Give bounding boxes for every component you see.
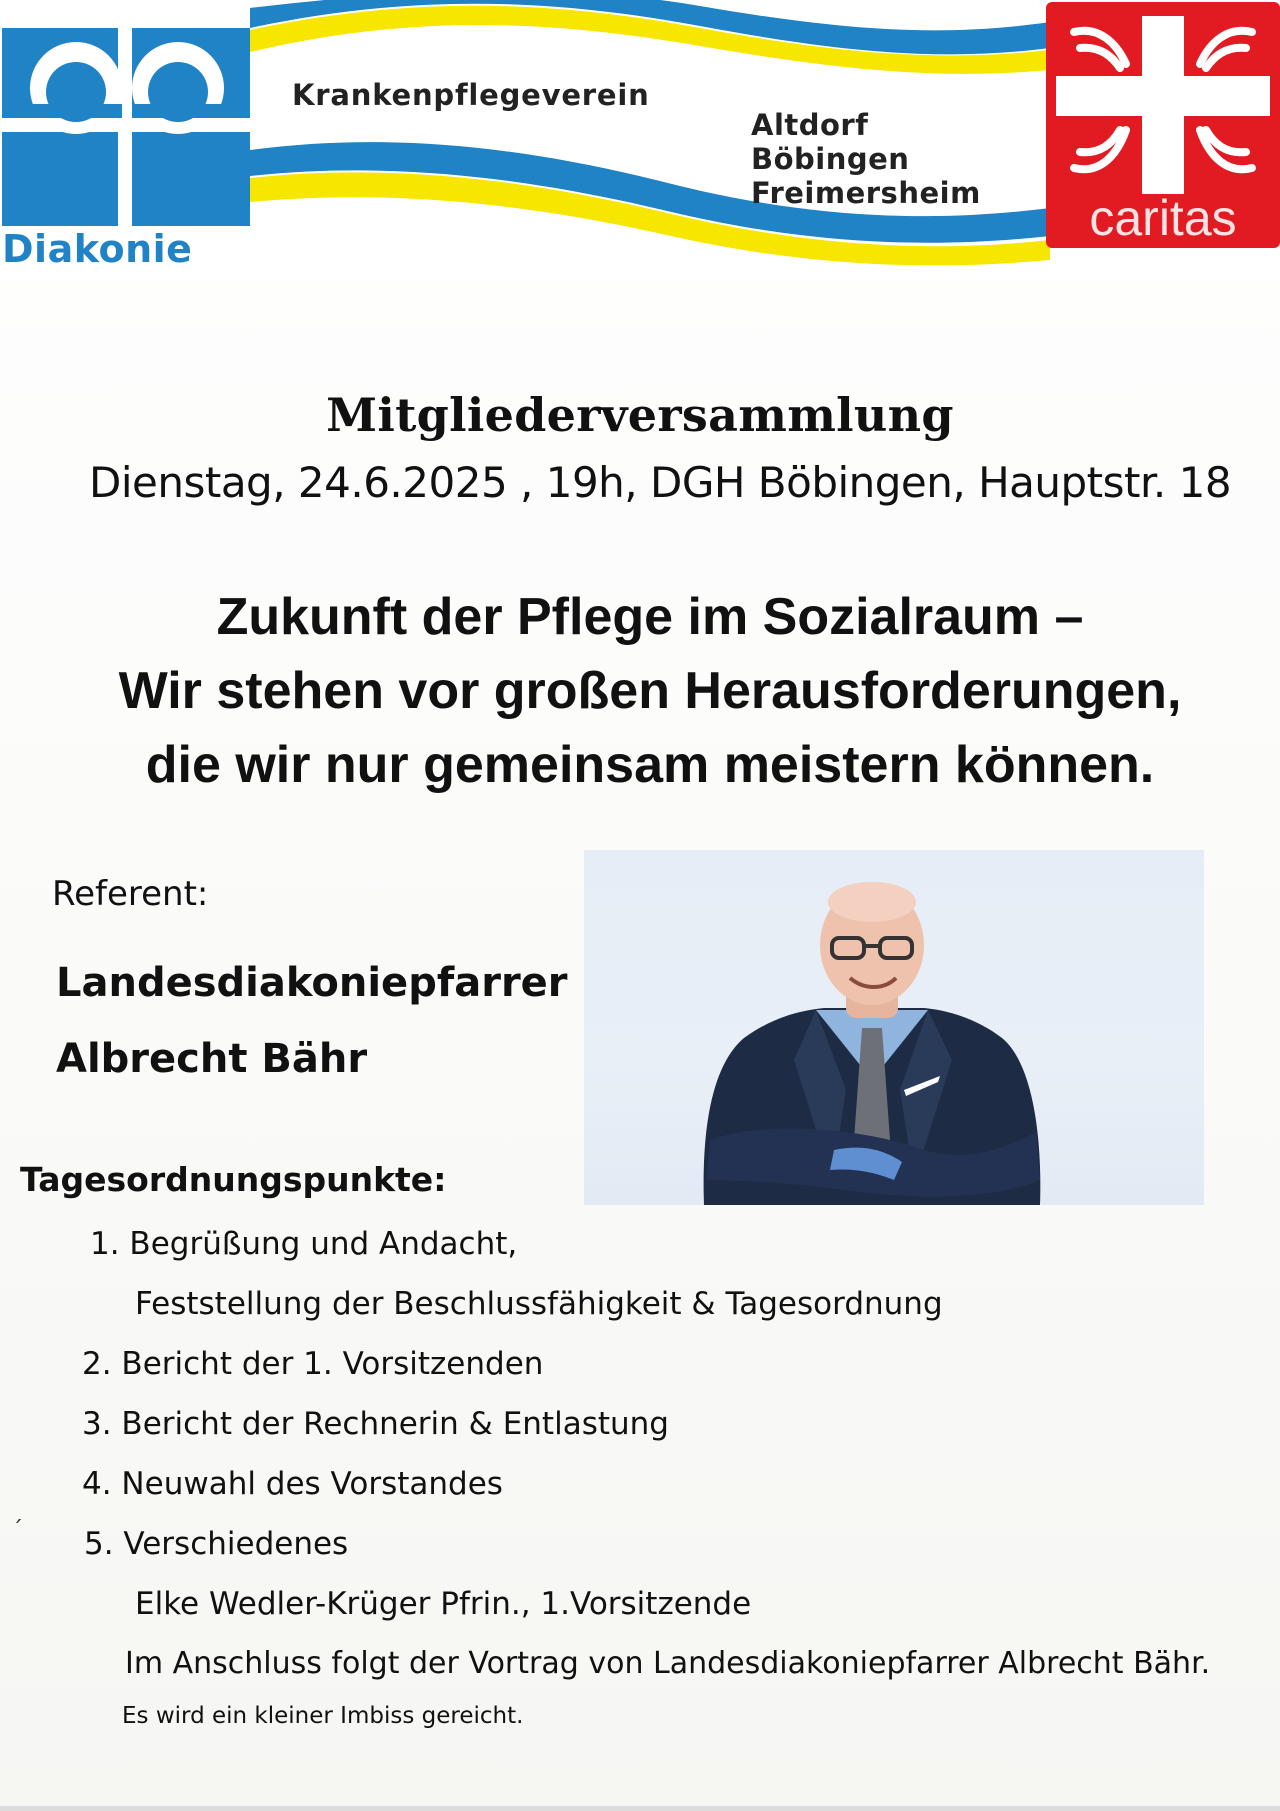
speaker-name: Albrecht Bähr: [56, 1036, 368, 1082]
agenda-item: 4. Neuwahl des Vorstandes: [82, 1466, 503, 1502]
agenda-item-continuation: Feststellung der Beschlussfähigkeit & Tagesordnung: [135, 1286, 943, 1322]
lecture-note: Im Anschluss folgt der Vortrag von Landesdiakoniepfarrer Albrecht Bähr.: [125, 1646, 1211, 1681]
theme-line: die wir nur gemeinsam meistern können.: [145, 736, 1155, 794]
speaker-title: Landesdiakoniepfarrer: [56, 960, 568, 1006]
stray-mark: ´: [12, 1518, 23, 1543]
page-bottom-border: [0, 1806, 1280, 1811]
snack-note: Es wird ein kleiner Imbiss gereicht.: [122, 1703, 524, 1729]
speaker-label: Referent:: [52, 874, 209, 914]
speaker-photo: [584, 850, 1204, 1205]
verein-name: Krankenpflegeverein: [292, 78, 650, 112]
village-name: Freimersheim: [751, 176, 981, 210]
agenda-item: 5. Verschiedenes: [84, 1526, 349, 1562]
agenda-heading: Tagesordnungspunkte:: [20, 1160, 447, 1199]
signature-line: Elke Wedler-Krüger Pfrin., 1.Vorsitzende: [135, 1586, 752, 1622]
agenda-item: 2. Bericht der 1. Vorsitzenden: [82, 1346, 544, 1382]
speaker-portrait-icon: [584, 850, 1204, 1205]
theme-line: Wir stehen vor großen Herausforderungen,: [118, 662, 1182, 720]
village-name: Böbingen: [751, 142, 910, 176]
event-title: Mitgliederversammlung: [326, 388, 954, 442]
caritas-wordmark: caritas: [1089, 190, 1237, 246]
village-list: [751, 108, 981, 210]
speaker-block: [56, 945, 568, 1097]
event-theme: [0, 580, 1280, 802]
diakonie-wordmark: Diakonie: [2, 227, 193, 271]
event-date-location: Dienstag, 24.6.2025 , 19h, DGH Böbingen, Hauptstr. 18: [89, 458, 1232, 507]
village-name: Altdorf: [751, 108, 869, 142]
header-banner: [0, 0, 1280, 278]
theme-line: Zukunft der Pflege im Sozialraum –: [216, 588, 1084, 646]
agenda-item: 3. Bericht der Rechnerin & Entlastung: [82, 1406, 669, 1442]
agenda-item: 1. Begrüßung und Andacht,: [90, 1226, 518, 1262]
